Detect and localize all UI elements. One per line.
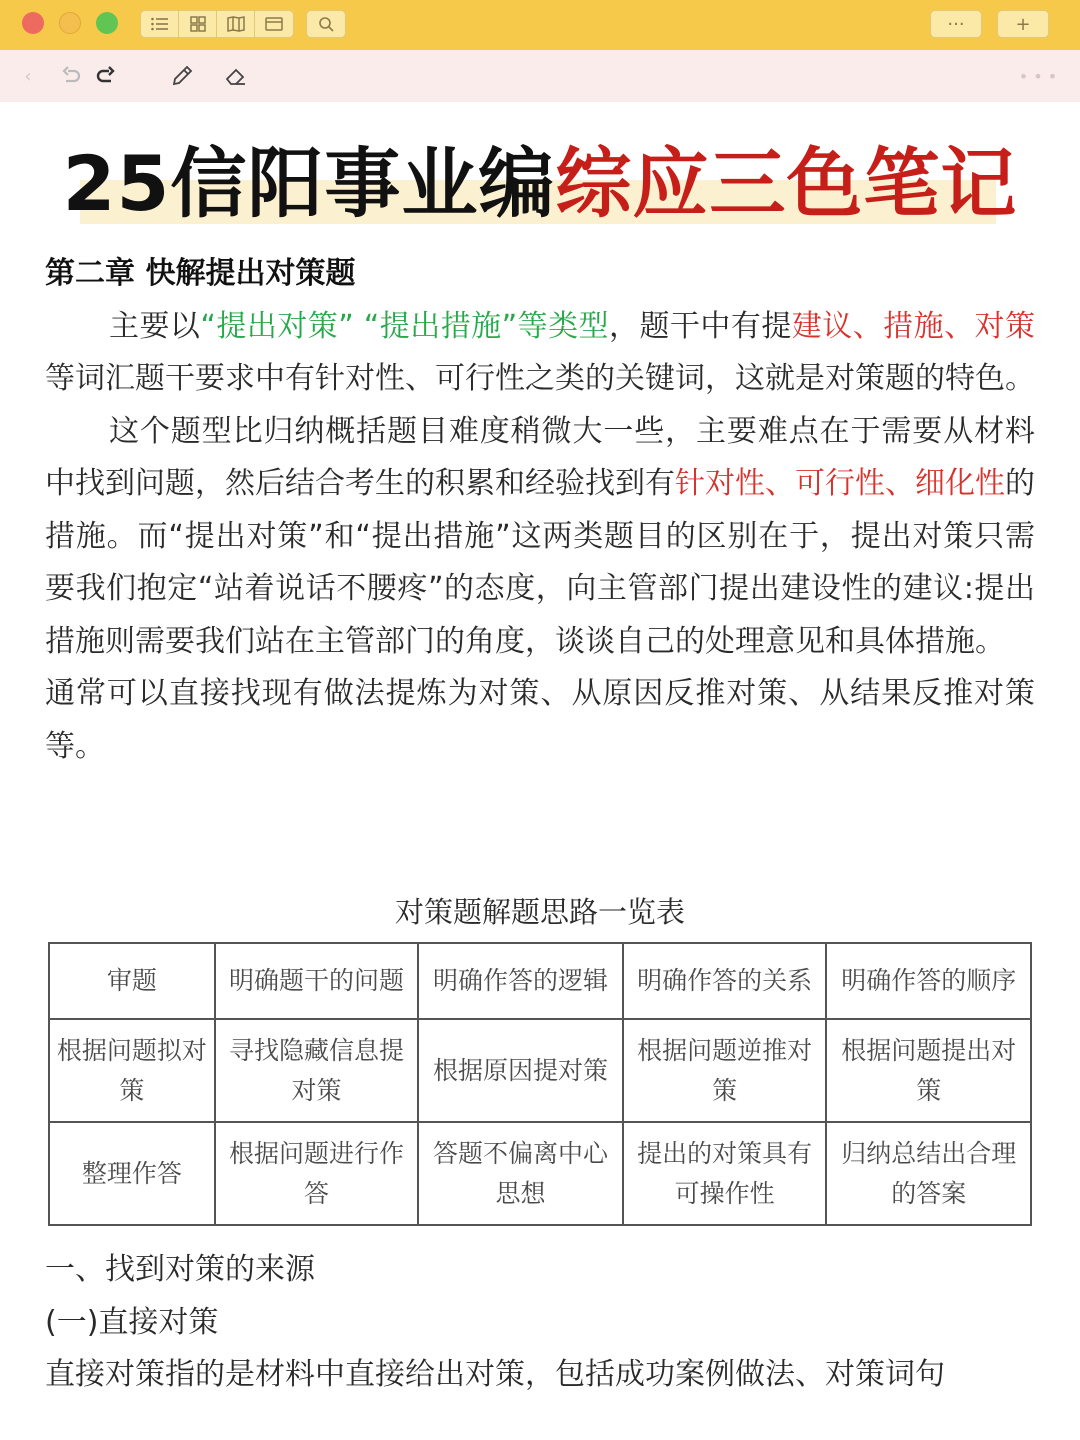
table-row	[49, 1019, 1031, 1122]
text-span: 这个题型比归纳概括题目难度稍微大一些，主要难点在于需要从材料中找到问题，然后结合考生的积累和经验找到有	[45, 413, 1035, 501]
text-span: ，题干中有提	[609, 308, 792, 344]
table-cell: 明确作答的顺序	[826, 943, 1031, 1019]
window-icon[interactable]	[255, 11, 293, 37]
book-icon[interactable]	[217, 11, 255, 37]
table-cell: 归纳总结出合理的答案	[826, 1122, 1031, 1225]
add-button[interactable]: +	[997, 10, 1049, 38]
text-span: 主要以	[109, 308, 201, 344]
green-highlight: “提出对策” “提出措施”等类型	[200, 308, 610, 344]
table-cell: 明确题干的问题	[215, 943, 419, 1019]
pencil-icon[interactable]	[168, 62, 196, 90]
table-cell: 寻找隐藏信息提对策	[215, 1019, 419, 1122]
table-cell: 根据问题进行作答	[215, 1122, 419, 1225]
list-icon[interactable]	[141, 11, 179, 37]
title-part-black: 25信阳事业编	[62, 139, 556, 228]
redo-icon[interactable]	[93, 62, 121, 90]
edit-toolbar	[0, 50, 1080, 102]
table-row	[49, 943, 1031, 1019]
paragraph-1	[45, 301, 1035, 406]
table-cell: 明确作答的逻辑	[418, 943, 623, 1019]
strategy-table	[48, 942, 1032, 1226]
search-icon[interactable]	[307, 11, 345, 37]
text-span: 的措施。而“提出对策”和“提出措施”这两类题目的区别在于，提出对策只需要我们抱定“站着说话不腰疼”的态度，向主管部门提出建设性的建议:提出措施则需要我们站在主管部门的角度，谈谈自己的处理意见和具体措施。	[45, 466, 1035, 659]
page-title	[0, 138, 1080, 230]
text-span: 等词汇题干要求中有针对性、可行性之类的关键词，这就是对策题的特色。	[45, 361, 1035, 396]
table-cell: 整理作答	[49, 1122, 215, 1225]
minimize-window-button[interactable]	[59, 12, 81, 34]
table-cell: 明确作答的关系	[623, 943, 827, 1019]
back-icon[interactable]: ‹	[24, 65, 32, 87]
paragraph-3: 通常可以直接找现有做法提炼为对策、从原因反推对策、从结果反推对策等。	[45, 676, 1035, 764]
red-highlight: 针对性、可行性、细化性	[675, 466, 1005, 501]
paragraph-2	[45, 406, 1035, 669]
table-cell: 提出的对策具有可操作性	[623, 1122, 827, 1225]
table-cell: 答题不偏离中心思想	[418, 1122, 623, 1225]
table-title: 对策题解题思路一览表	[394, 895, 685, 929]
more-button[interactable]: ···	[930, 10, 982, 38]
red-highlight: 建议、措施、对策	[791, 308, 1036, 344]
grid-icon[interactable]	[179, 11, 217, 37]
table-cell: 根据问题逆推对策	[623, 1019, 827, 1122]
undo-icon[interactable]	[56, 62, 84, 90]
subsection-heading: (一)直接对策	[45, 1304, 219, 1340]
more-dots-icon[interactable]: • • •	[1018, 66, 1058, 86]
table-cell: 根据原因提对策	[418, 1019, 623, 1122]
section-heading: 一、找到对策的来源	[45, 1252, 315, 1287]
maximize-window-button[interactable]	[96, 12, 118, 34]
table-row	[49, 1122, 1031, 1225]
table-cell: 审题	[49, 943, 215, 1019]
chapter-heading: 第二章 快解提出对策题	[45, 256, 356, 291]
note-body	[45, 248, 1035, 773]
title-part-red: 综应三色笔记	[555, 139, 1018, 228]
view-toggle-group	[140, 10, 294, 38]
window-titlebar	[0, 0, 1080, 50]
subsection-text: 直接对策指的是材料中直接给出对策，包括成功案例做法、对策词句	[45, 1357, 945, 1392]
table-cell: 根据问题提出对策	[826, 1019, 1031, 1122]
search-group	[306, 10, 346, 38]
eraser-icon[interactable]	[222, 62, 250, 90]
close-window-button[interactable]	[22, 12, 44, 34]
table-cell: 根据问题拟对策	[49, 1019, 215, 1122]
section-body	[45, 1244, 1035, 1402]
